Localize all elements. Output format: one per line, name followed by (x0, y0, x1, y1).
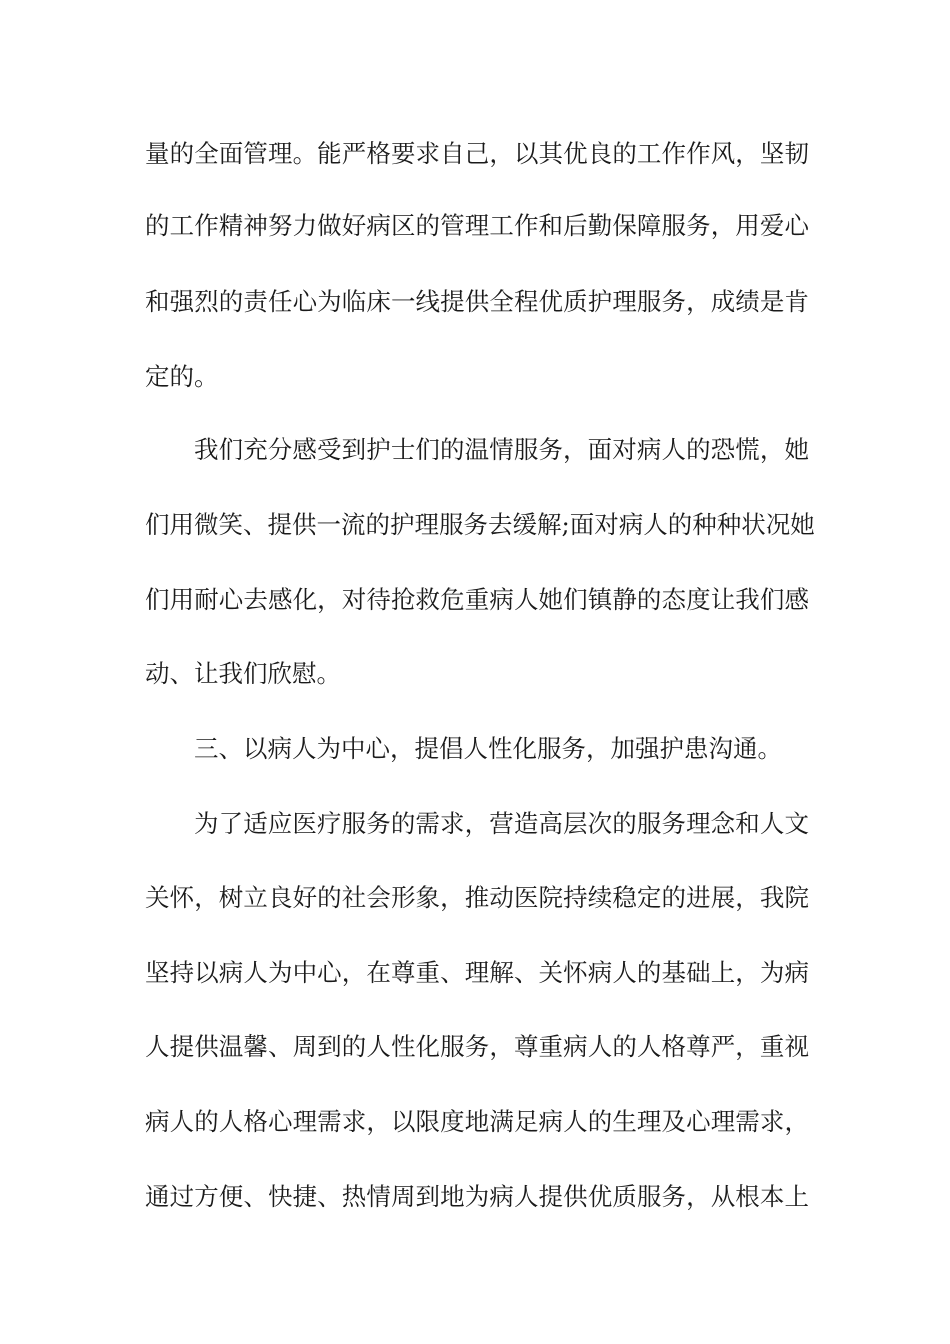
paragraph-line: 关怀，树立良好的社会形象，推动医院持续稳定的进展，我院 (145, 883, 809, 912)
paragraph-line: 为了适应医疗服务的需求，营造高层次的服务理念和人文 (194, 809, 809, 838)
section-heading: 三、以病人为中心，提倡人性化服务，加强护患沟通。 (194, 734, 782, 763)
paragraph-line: 坚持以病人为中心，在尊重、理解、关怀病人的基础上，为病 (145, 958, 809, 987)
paragraph-line: 通过方便、快捷、热情周到地为病人提供优质服务，从根本上 (145, 1182, 809, 1211)
paragraph-line: 我们充分感受到护士们的温情服务，面对病人的恐慌，她 (194, 435, 809, 464)
paragraph-line: 病人的人格心理需求，以限度地满足病人的生理及心理需求， (145, 1107, 809, 1136)
paragraph-line: 的工作精神努力做好病区的管理工作和后勤保障服务，用爱心 (145, 211, 809, 240)
paragraph-line: 量的全面管理。能严格要求自己，以其优良的工作作风，坚韧 (145, 139, 809, 168)
paragraph-line: 动、让我们欣慰。 (145, 659, 341, 688)
paragraph-line: 定的。 (145, 362, 219, 391)
paragraph-line: 人提供温馨、周到的人性化服务，尊重病人的人格尊严，重视 (145, 1032, 809, 1061)
paragraph-line: 和强烈的责任心为临床一线提供全程优质护理服务，成绩是肯 (145, 287, 809, 316)
paragraph-line: 们用耐心去感化，对待抢救危重病人她们镇静的态度让我们感 (145, 585, 809, 614)
paragraph-line: 们用微笑、提供一流的护理服务去缓解;面对病人的种种状况她 (145, 510, 815, 539)
